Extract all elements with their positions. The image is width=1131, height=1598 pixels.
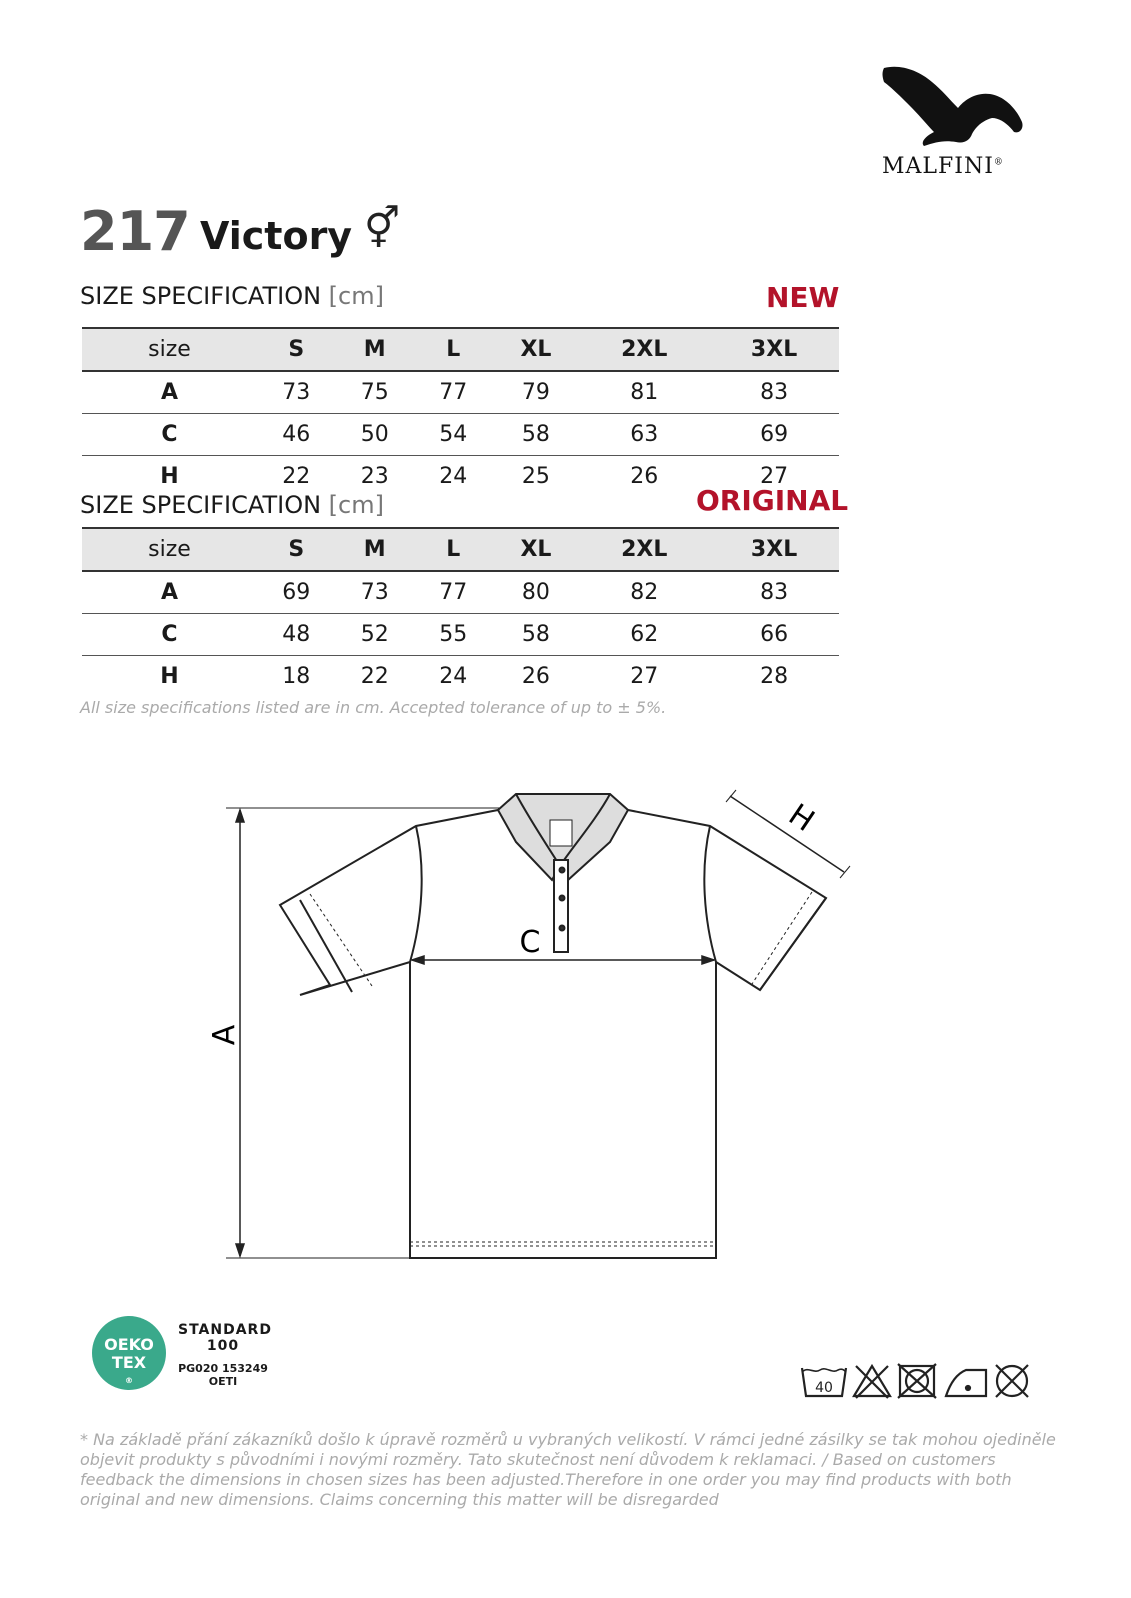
table-cell: 73: [336, 571, 415, 614]
header-cell: size: [82, 528, 257, 571]
table-cell: 73: [257, 371, 336, 414]
label-h: H: [782, 797, 821, 839]
section-title-original: SIZE SPECIFICATION [cm]: [80, 491, 384, 519]
header-cell: 3XL: [709, 528, 839, 571]
placket: [554, 860, 568, 952]
size-table-original: [82, 527, 839, 697]
footnote: * Na základě přání zákazníků došlo k úpravě rozměrů u vybraných velikostí. V rámci jedné zásilky se tak mohou ojediněle objevit produkty s původními i novými rozměry. Tato skutečnost není důvodem k reklamaci. / Based on customers feedback the dimensions in chosen sizes has been adjusted.Therefore in one order you may find products with both original and new dimensions. Claims concerning this matter will be disregarded: [80, 1430, 1056, 1509]
table-cell: 25: [521, 464, 550, 489]
table-cell: 75: [336, 371, 415, 414]
table-cell: 22: [282, 464, 311, 489]
tag-original: ORIGINAL: [696, 484, 849, 517]
table-cell: 63: [579, 414, 709, 456]
tag-new: NEW: [766, 281, 840, 314]
eagle-icon: [880, 62, 1030, 152]
header-cell: size: [82, 328, 257, 371]
table-cell: 46: [257, 414, 336, 456]
size-table-new: [82, 327, 839, 497]
table-cell: 24: [439, 664, 468, 689]
row-label: A: [82, 571, 257, 614]
table-cell: 82: [579, 571, 709, 614]
brand-name: MALFINI®: [882, 154, 1004, 179]
table-cell: 62: [579, 614, 709, 656]
table-cell: 69: [257, 571, 336, 614]
table-row: [82, 656, 839, 698]
section-title-new: SIZE SPECIFICATION [cm]: [80, 282, 384, 310]
row-label: C: [82, 414, 257, 456]
table-cell: 79: [493, 371, 580, 414]
header-cell: L: [414, 328, 493, 371]
model-number: 217: [80, 200, 190, 263]
header-cell: L: [414, 528, 493, 571]
table-cell: 54: [414, 414, 493, 456]
table-cell: 28: [760, 664, 789, 689]
row-label: H: [160, 664, 179, 689]
table-cell: 80: [493, 571, 580, 614]
brand-logo: [880, 62, 1040, 182]
table-cell: 58: [493, 614, 580, 656]
table-cell: 22: [360, 664, 389, 689]
no-bleach-icon: [854, 1366, 890, 1398]
table-cell: 26: [630, 464, 659, 489]
label-a: A: [207, 1024, 242, 1046]
header-cell: S: [257, 528, 336, 571]
table-cell: 66: [709, 614, 839, 656]
table-cell: 23: [360, 464, 389, 489]
table-cell: 18: [282, 664, 311, 689]
oeko-cert: PG020 153249 OETI: [178, 1362, 268, 1388]
table-cell: 58: [493, 414, 580, 456]
table-cell: 27: [630, 664, 659, 689]
oeko-tex-badge: [92, 1316, 292, 1396]
table-cell: 50: [336, 414, 415, 456]
polo-shirt-diagram: [200, 780, 880, 1280]
iron-low-icon: [946, 1370, 986, 1396]
table-cell: 83: [709, 571, 839, 614]
table-row: [82, 414, 839, 456]
table-cell: 83: [709, 371, 839, 414]
row-label: C: [82, 614, 257, 656]
table-cell: 77: [414, 371, 493, 414]
table-cell: 55: [414, 614, 493, 656]
table-row: [82, 614, 839, 656]
table-cell: 77: [414, 571, 493, 614]
table-cell: 81: [579, 371, 709, 414]
no-dry-clean-icon: [996, 1365, 1028, 1397]
unisex-icon: ⚥: [364, 206, 401, 252]
table-header-row: [82, 328, 839, 371]
header-cell: M: [336, 528, 415, 571]
table-row: [82, 371, 839, 414]
label-c: C: [519, 925, 541, 960]
table-row: [82, 571, 839, 614]
header-cell: 2XL: [579, 528, 709, 571]
care-symbols: [800, 1360, 1035, 1408]
table-cell: 24: [439, 464, 468, 489]
header-cell: XL: [493, 328, 580, 371]
table-cell: 48: [257, 614, 336, 656]
table-cell: 26: [521, 664, 550, 689]
header-cell: S: [257, 328, 336, 371]
oeko-tex-logo: OEKO TEX ®: [92, 1316, 166, 1390]
row-label: A: [82, 371, 257, 414]
table-cell: 69: [709, 414, 839, 456]
wash-40-icon: [802, 1368, 846, 1396]
table-cell: 27: [760, 464, 789, 489]
header-cell: XL: [493, 528, 580, 571]
table-header-row: [82, 528, 839, 571]
no-tumble-dry-icon: [898, 1364, 936, 1398]
oeko-standard: STANDARD 100: [178, 1322, 272, 1354]
row-label: H: [160, 464, 179, 489]
tolerance-note: All size specifications listed are in cm. Accepted tolerance of up to ± 5%.: [80, 698, 667, 717]
header-cell: 2XL: [579, 328, 709, 371]
header-cell: M: [336, 328, 415, 371]
svg-text:40: 40: [815, 1380, 833, 1396]
header-cell: 3XL: [709, 328, 839, 371]
table-cell: 52: [336, 614, 415, 656]
product-name: Victory: [200, 214, 353, 258]
